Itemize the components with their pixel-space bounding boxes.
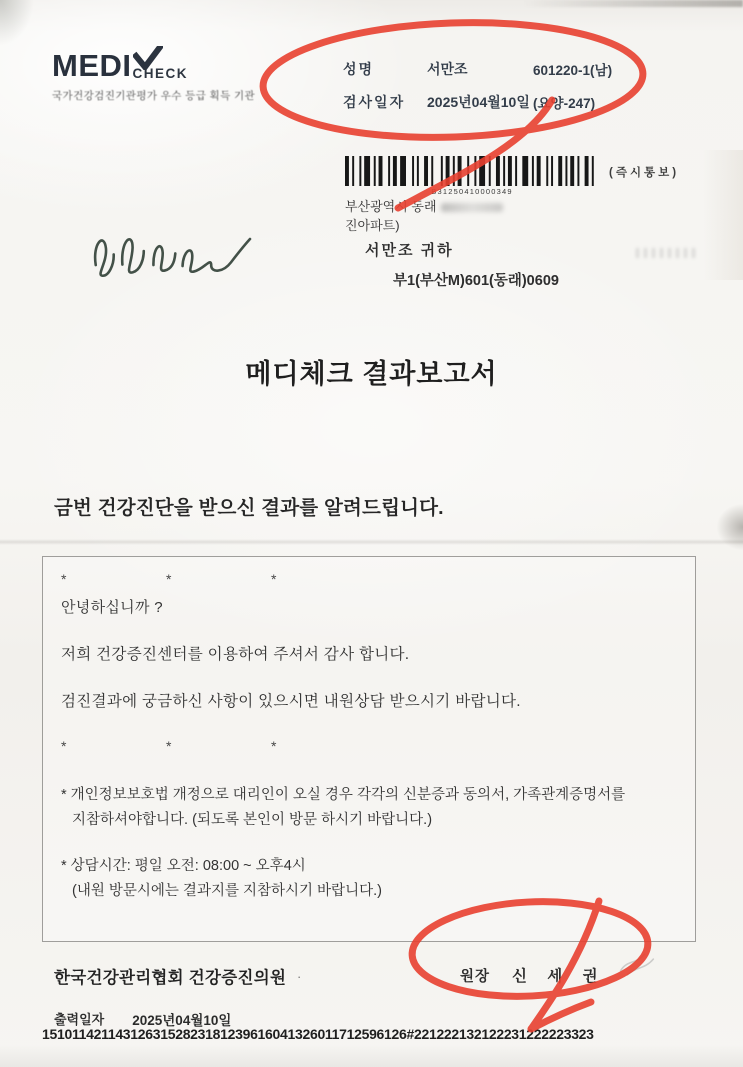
organization-name: 한국건강관리협회 건강증진의원 [54,969,287,987]
red-circle-bottom-flick [531,1002,591,1029]
name-label: 성명 [343,60,375,77]
privacy-note [61,783,677,833]
name-value: 서만조 [427,60,468,77]
barcode [345,156,599,186]
address-line1: 부산광역시 동래 [345,197,559,216]
logo-text-check: CHECK [132,66,189,81]
thanks-line: 저희 건강증진센터를 이용하여 주셔서 감사 합니다. [61,646,410,663]
director-block [460,964,606,986]
star-separator-bottom: * * * [61,738,277,754]
resident-id: 601220-1(남) [533,62,613,78]
privacy-note-line1: * 개인정보보호법 개정으로 대리인이 오실 경우 각각의 신분증과 동의서, 가족관계증명서를 [61,787,626,803]
handwritten-scribble [70,175,275,322]
barcode-number: B31250410000349 [431,187,513,196]
print-date-label: 출력일자 [54,1012,105,1027]
care-code: (요양-247) [533,95,596,111]
scan-corner-shadow [0,0,34,46]
tracking-number-row: 1510114211431263152823181239616041326011712596126#221222132122231222223323 [42,1026,594,1042]
star-separator-top: * * * [61,571,277,587]
faint-signature [616,949,663,981]
hours-note [61,854,677,904]
logo-tagline: 국가건강검진기관평가 우수 등급 획득 기관 [52,89,256,102]
consult-line: 검진결과에 궁금하신 사항이 있으시면 내원상담 받으시기 바랍니다. [61,693,521,710]
delivery-notice: (즉시통보) [609,167,680,179]
paper-crease [0,539,743,545]
scan-band-shadow [703,150,743,280]
scan-smudge [717,504,743,550]
hours-note-line2: (내원 방문시에는 결과지를 지참하시기 바랍니다.) [72,883,382,899]
director-name: 신 세 권 [512,968,606,985]
address-line2: 진아파트) [345,218,400,233]
mail-sort-code: 부1(부산M)601(동래)0609 [393,273,559,289]
greeting-line: 안녕하십니까 ? [61,599,163,616]
mail-barcode-block [345,156,599,196]
stray-mark: · [297,969,302,984]
scan-edge-shadow [523,0,743,7]
letter-box [42,556,696,942]
mailing-address [345,197,559,291]
logo-text-medi: MEDI [52,47,132,83]
exam-date-label: 검사일자 [343,93,406,110]
recipient-name: 서만조 귀하 [365,242,454,259]
patient-info [343,52,530,118]
document-title: 메디체크 결과보고서 [245,359,498,389]
patient-id-block [533,52,612,118]
print-date-value: 2025년04월10일 [132,1013,232,1028]
faint-postal-code [636,248,696,258]
exam-date-value: 2025년04월10일 [427,93,530,110]
director-label: 원장 [460,968,491,985]
hours-note-line1: * 상담시간: 평일 오전: 08:00 ~ 오후4시 [61,858,306,874]
scan-bottom-shade [0,1045,743,1067]
intro-sentence: 금번 건강진단을 받으신 결과를 알려드립니다. [54,497,444,519]
redacted-address-smudge [441,203,503,212]
privacy-note-line2: 지참하셔야합니다. (되도록 본인이 방문 하시기 바랍니다.) [72,812,433,828]
medicheck-logo [52,46,255,103]
